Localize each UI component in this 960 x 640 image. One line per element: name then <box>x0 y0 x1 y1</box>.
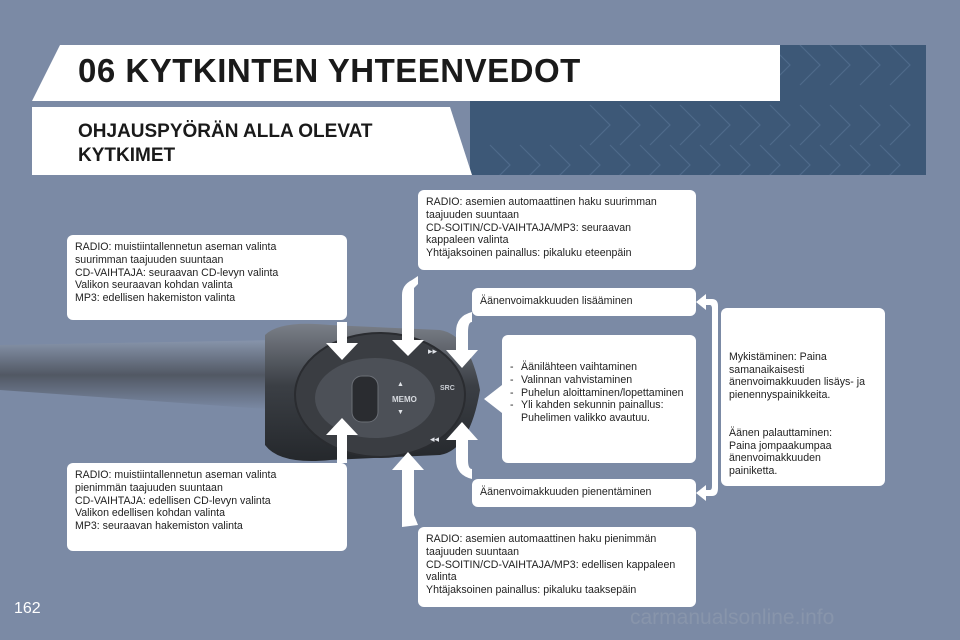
callout-bottom-left: RADIO: muistiintallennetun aseman valinta pienimmän taajuuden suuntaan CD-VAIHTAJA: edellisen CD-levyn valinta Valikon edellisen kohdan valinta MP3: seuraavan hakemiston valinta <box>67 463 347 551</box>
src-item: - Äänilähteen vaihtaminen <box>510 361 638 373</box>
callout-top-center: RADIO: asemien automaattinen haku suurimman taajuuden suuntaan CD-SOITIN/CD-VAIHTAJA/MP3: seuraavan kappaleen valinta Yhtäjaksoinen painallus: pikaluku eteenpäin <box>418 190 696 270</box>
watermark: carmanualsonline.info <box>630 606 835 629</box>
arrow-up-memo <box>326 418 358 463</box>
arrow-up-prev <box>392 452 424 527</box>
memo-label: MEMO <box>392 395 417 404</box>
next-glyph: ▸▸ <box>428 346 438 356</box>
page-number: 162 <box>14 600 41 617</box>
arrow-volume-down <box>446 422 478 479</box>
memo-down-glyph: ▼ <box>397 409 404 416</box>
arrow-src <box>484 385 505 413</box>
memo-up-glyph: ▲ <box>397 381 404 388</box>
subtitle: OHJAUSPYÖRÄN ALLA OLEVAT KYTKIMET <box>78 121 373 166</box>
mute-text: Mykistäminen: Paina samanaikaisesti änenvoimakkuuden lisäys- ja pienennyspainikkeita. <box>729 350 866 402</box>
callout-volume-up: Äänenvoimakkuuden lisääminen <box>472 288 696 316</box>
arrow-down-next <box>392 272 424 356</box>
src-item: - Valinnan vahvistaminen <box>510 373 633 386</box>
restore-text: Äänen palauttaminen: Paina jompaakumpaa änenvoimakkuuden painiketta. <box>729 426 833 478</box>
arrow-volume-up <box>446 312 478 368</box>
src-item: - Puhelun aloittaminen/lopettaminen <box>510 386 684 399</box>
arrow-mute-bracket <box>696 294 718 501</box>
callout-top-left: RADIO: muistiintallennetun aseman valinta suurimman taajuuden suuntaan CD-VAIHTAJA: seuraavan CD-levyn valinta Valikon seuraavan kohdan valinta MP3: edellisen hakemiston valinta <box>67 235 347 320</box>
prev-glyph: ◂◂ <box>430 434 440 444</box>
callout-bottom-center: RADIO: asemien automaattinen haku pienimmän taajuuden suuntaan CD-SOITIN/CD-VAIHTAJA/MP3: edellisen kappaleen valinta Yhtäjaksoinen painallus: pikaluku taaksepäin <box>418 527 696 607</box>
src-item: - Yli kahden sekunnin painallus: Puhelimen valikko avautuu. <box>510 399 664 425</box>
callout-volume-down: Äänenvoimakkuuden pienentäminen <box>472 479 696 507</box>
src-label: SRC <box>440 385 455 392</box>
arrow-down-memo <box>326 322 358 360</box>
section-title: 06 KYTKINTEN YHTEENVEDOT <box>78 52 581 89</box>
